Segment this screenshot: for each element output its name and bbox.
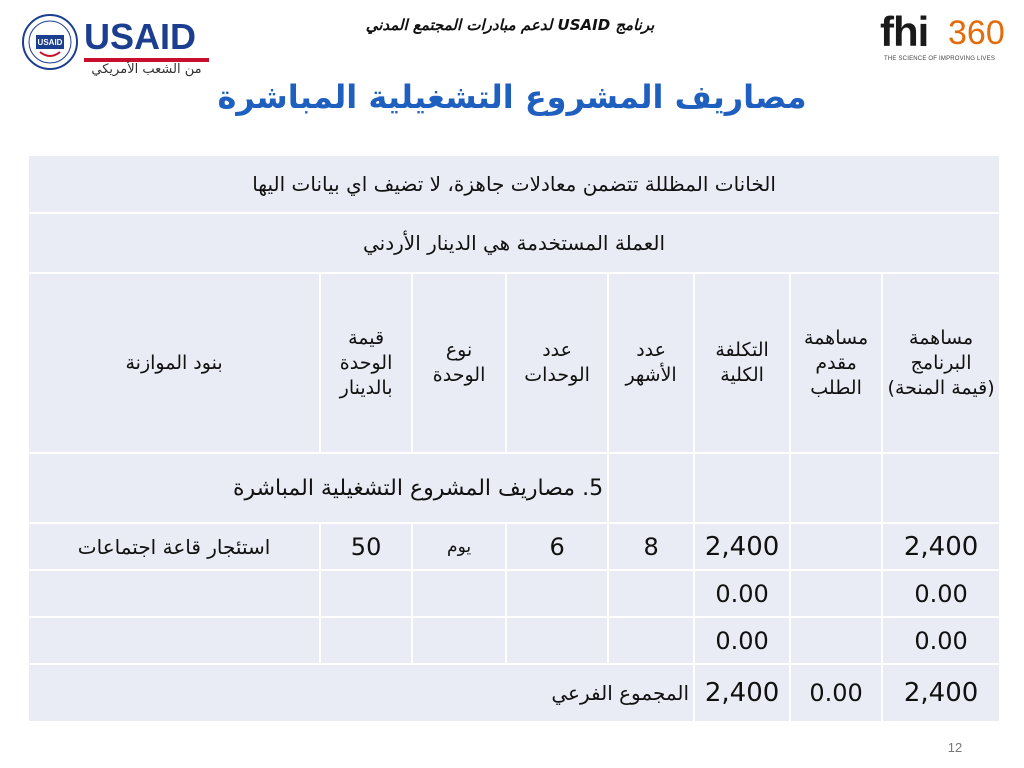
- section-total-cell: [694, 453, 790, 523]
- applicant-contribution-cell[interactable]: [790, 617, 882, 664]
- units-count-cell[interactable]: 6: [506, 523, 608, 570]
- section-months-cell: [608, 453, 694, 523]
- item-cell[interactable]: [28, 617, 320, 664]
- usaid-seal-icon: [22, 14, 78, 70]
- col-units-count: عدد الوحدات: [506, 273, 608, 453]
- months-count-cell[interactable]: [608, 617, 694, 664]
- usaid-wordmark: USAID: [84, 16, 197, 57]
- subtotal-program-contribution: 2,400: [882, 664, 1000, 722]
- unit-value-cell[interactable]: [320, 570, 412, 617]
- currency-note: العملة المستخدمة هي الدينار الأردني: [28, 213, 1000, 273]
- section-label: 5. مصاريف المشروع التشغيلية المباشرة: [28, 453, 608, 523]
- months-count-cell[interactable]: [608, 570, 694, 617]
- budget-table: [27, 154, 1001, 723]
- currency-row: [28, 213, 1000, 273]
- section-row: [28, 453, 1000, 523]
- program-contribution-cell[interactable]: 0.00: [882, 617, 1000, 664]
- fhi360-logo: [880, 8, 1008, 70]
- note-row: [28, 155, 1000, 213]
- fhi-number: 360: [948, 14, 1005, 52]
- fhi-wordmark: fhi: [880, 8, 929, 55]
- unit-value-cell[interactable]: 50: [320, 523, 412, 570]
- usaid-seal-text: USAID: [37, 38, 63, 47]
- program-caption: برنامج USAID لدعم مبادرات المجتمع المدني: [365, 16, 655, 34]
- applicant-contribution-cell[interactable]: [790, 523, 882, 570]
- subtotal-label: المجموع الفرعي: [28, 664, 694, 722]
- page-number: 12: [947, 740, 963, 755]
- unit-value-cell[interactable]: [320, 617, 412, 664]
- table-row: [28, 523, 1000, 570]
- shaded-cells-note: الخانات المظللة تتضمن معادلات جاهزة، لا تضيف اي بيانات اليها: [28, 155, 1000, 213]
- program-contribution-cell[interactable]: 0.00: [882, 570, 1000, 617]
- subtotal-row: [28, 664, 1000, 722]
- unit-type-cell[interactable]: [412, 617, 506, 664]
- item-cell[interactable]: [28, 570, 320, 617]
- subtotal-applicant-contribution: 0.00: [790, 664, 882, 722]
- fhi-tagline: THE SCIENCE OF IMPROVING LIVES: [884, 56, 996, 62]
- total-cost-cell: 2,400: [694, 523, 790, 570]
- unit-type-cell[interactable]: يوم: [412, 523, 506, 570]
- section-program-cell: [882, 453, 1000, 523]
- program-contribution-cell[interactable]: 2,400: [882, 523, 1000, 570]
- col-unit-value: قيمة الوحدة بالدينار: [320, 273, 412, 453]
- col-applicant-contribution: مساهمة مقدم الطلب: [790, 273, 882, 453]
- table-row: [28, 570, 1000, 617]
- col-program-contribution: مساهمة البرنامج (قيمة المنحة): [882, 273, 1000, 453]
- applicant-contribution-cell[interactable]: [790, 570, 882, 617]
- section-applicant-cell: [790, 453, 882, 523]
- table-row: [28, 617, 1000, 664]
- header-row: [28, 273, 1000, 453]
- total-cost-cell: 0.00: [694, 617, 790, 664]
- unit-type-cell[interactable]: [412, 570, 506, 617]
- col-months-count: عدد الأشهر: [608, 273, 694, 453]
- usaid-subtitle: من الشعب الأمريكي: [91, 62, 202, 77]
- usaid-logo: [22, 14, 222, 80]
- subtotal-total-cost: 2,400: [694, 664, 790, 722]
- page-title: مصاريف المشروع التشغيلية المباشرة: [217, 78, 807, 116]
- units-count-cell[interactable]: [506, 570, 608, 617]
- col-budget-items: بنود الموازنة: [28, 273, 320, 453]
- item-cell[interactable]: استئجار قاعة اجتماعات: [28, 523, 320, 570]
- units-count-cell[interactable]: [506, 617, 608, 664]
- col-unit-type: نوع الوحدة: [412, 273, 506, 453]
- months-count-cell[interactable]: 8: [608, 523, 694, 570]
- col-total-cost: التكلفة الكلية: [694, 273, 790, 453]
- total-cost-cell: 0.00: [694, 570, 790, 617]
